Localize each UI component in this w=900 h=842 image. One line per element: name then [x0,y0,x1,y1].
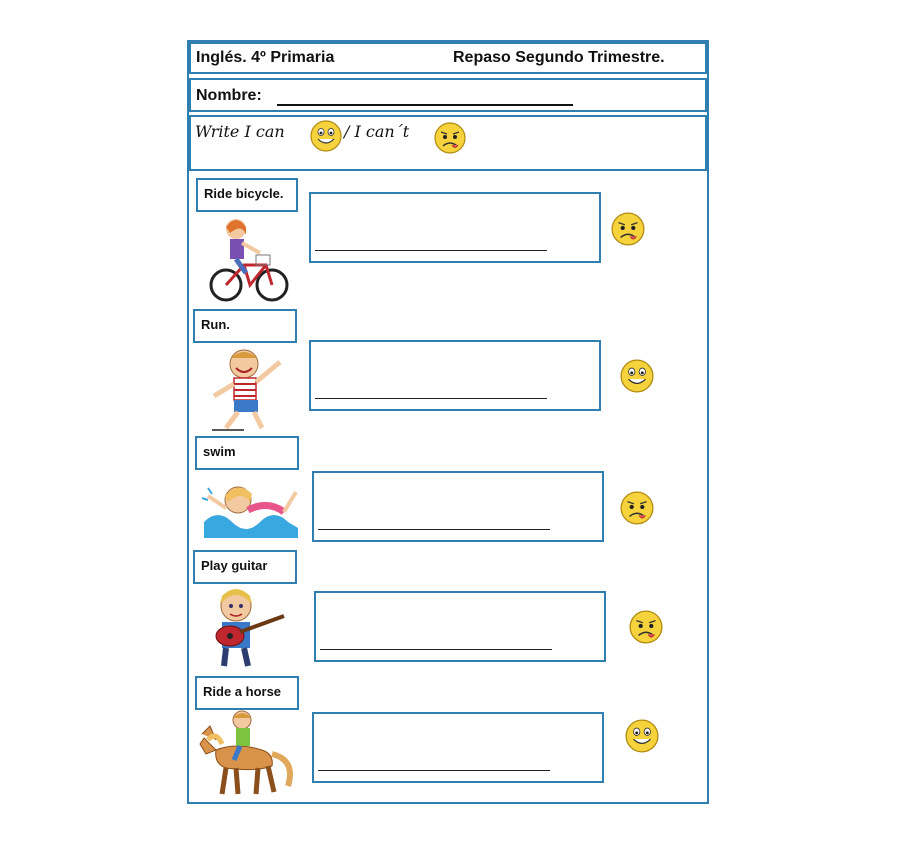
instruction-cant: / I can´t [344,122,410,141]
child-riding-bicycle-picture [206,215,292,303]
answer-box-1[interactable] [309,192,601,263]
sad-face-icon [610,211,646,247]
page-title: Repaso Segundo Trimestre. [453,49,665,66]
girl-swimming-picture [198,478,302,540]
item-label-ride-bicycle [196,178,298,212]
instruction-can: Write I can [195,122,285,141]
sad-face-icon [619,490,655,526]
happy-face-icon [619,358,655,394]
answer-box-2[interactable] [309,340,601,411]
subject-label: Inglés. 4º Primaria [196,49,335,66]
boy-running-picture [204,346,288,432]
answer-line[interactable] [315,250,547,251]
name-label: Nombre: [196,87,262,104]
sad-face-icon [628,609,664,645]
boy-riding-horse-picture [196,710,300,798]
sad-face-icon [433,121,467,155]
item-label-swim [195,436,299,470]
item-label-ride-a-horse [195,676,299,710]
name-line[interactable] [277,104,573,106]
answer-line[interactable] [315,398,547,399]
item-label-text: Ride a horse [203,684,282,699]
item-label-text: Ride bicycle. [204,186,284,201]
title-header [189,42,707,74]
instruction-box [189,115,707,171]
answer-box-5[interactable] [312,712,604,783]
answer-box-3[interactable] [312,471,604,542]
happy-face-icon [624,718,660,754]
item-label-text: Play guitar [201,558,268,573]
name-header [189,78,707,112]
item-label-play-guitar [193,550,297,584]
answer-line[interactable] [320,649,552,650]
happy-face-icon [309,119,343,153]
answer-line[interactable] [318,770,550,771]
answer-box-4[interactable] [314,591,606,662]
item-label-run [193,309,297,343]
answer-line[interactable] [318,529,550,530]
boy-playing-guitar-picture [206,586,290,672]
item-label-text: swim [203,444,236,459]
item-label-text: Run. [201,317,230,332]
